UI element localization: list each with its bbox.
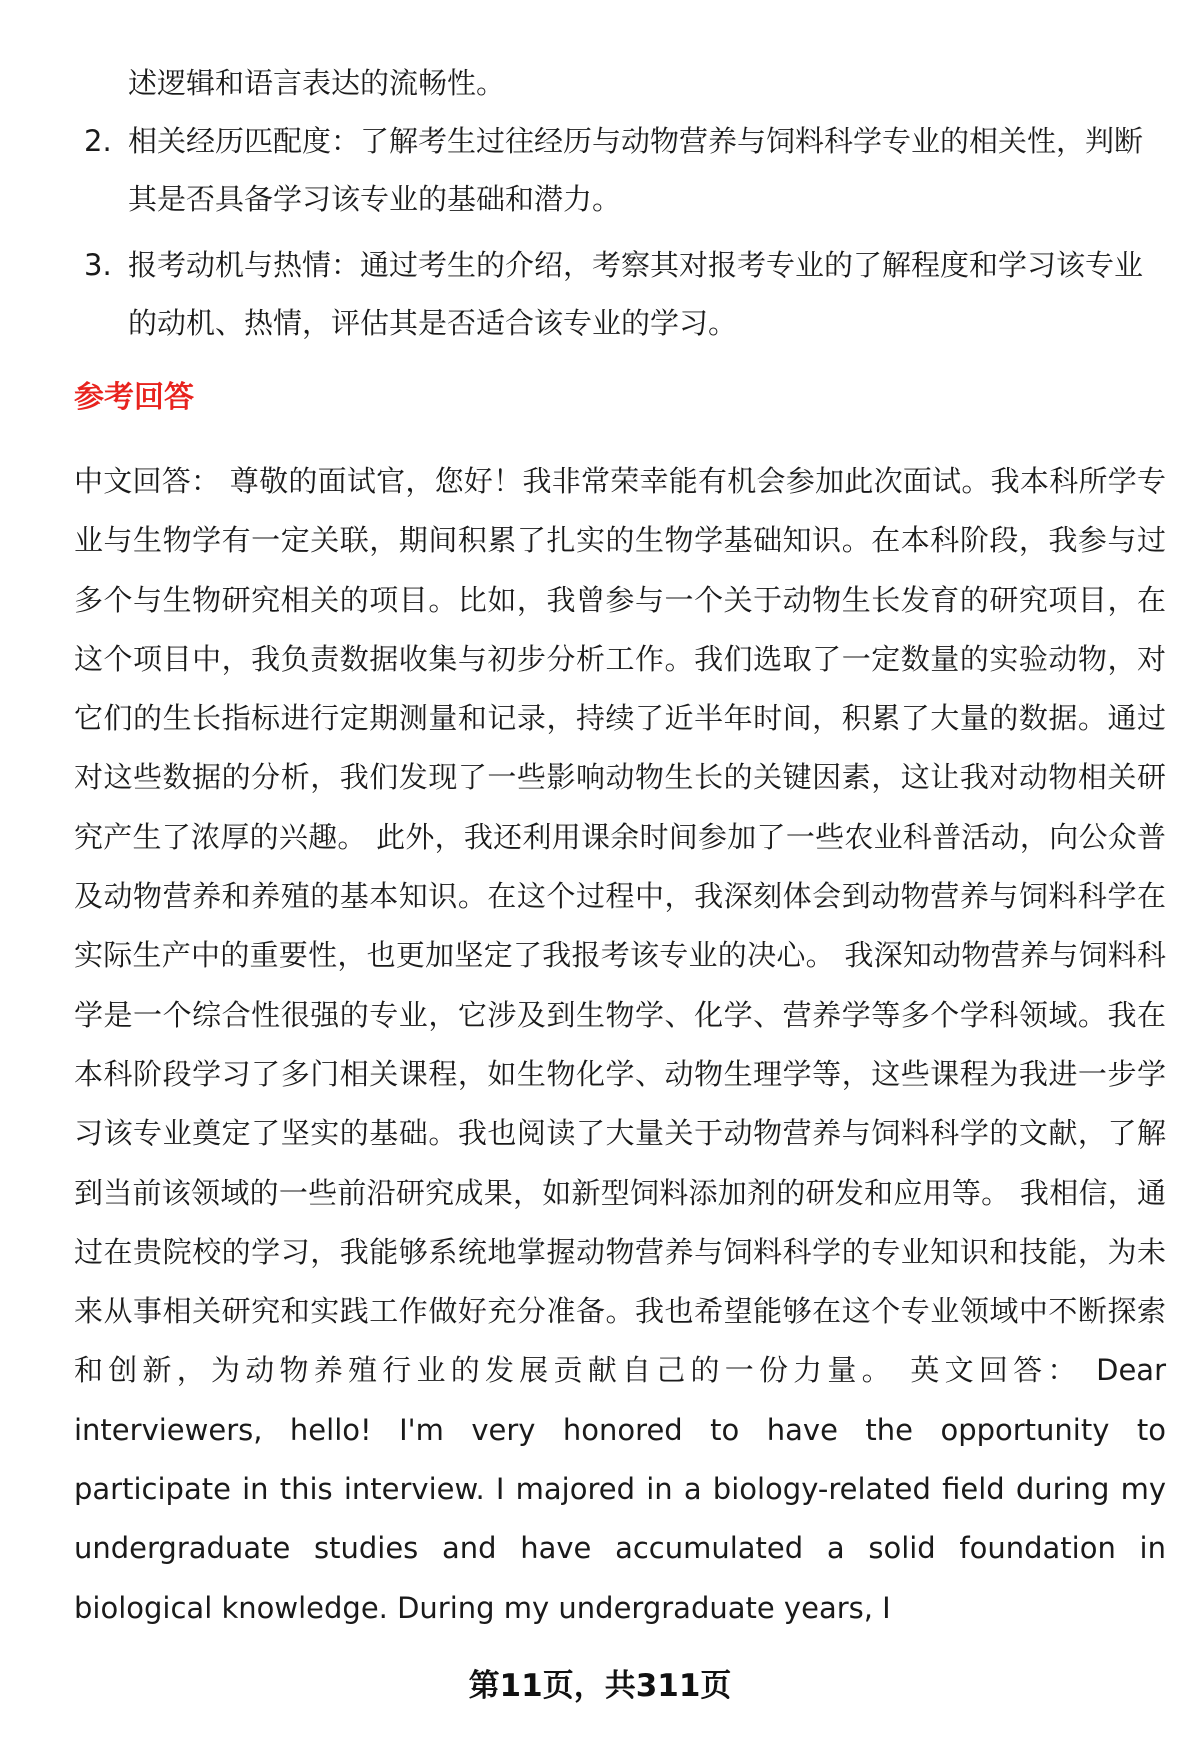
list-item-text: 相关经历匹配度：了解考生过往经历与动物营养与饲料科学专业的相关性，判断其是否具备学习该专业的基础和潜力。 — [128, 124, 1144, 216]
list-item — [0, 112, 1200, 236]
english-answer-text: Dear interviewers, hello! I'm very honored to have the opportunity to participate in this interview. I majored in a biology-related field during my undergraduate studies and have accumulated a solid foundation in biological knowledge. During my undergraduate years, I — [74, 1353, 1166, 1625]
evaluation-criteria-list — [0, 112, 1200, 360]
reference-answer-heading: 参考回答 — [74, 380, 194, 415]
list-item-number: 3. — [84, 248, 112, 282]
list-item-text: 报考动机与热情：通过考生的介绍，考察其对报考专业的了解程度和学习该专业的动机、热情，评估其是否适合该专业的学习。 — [128, 248, 1144, 340]
continued-criterion-text: 述逻辑和语言表达的流畅性。 — [128, 66, 506, 100]
reference-answer-body — [74, 452, 1166, 1638]
list-item — [0, 236, 1200, 360]
list-item-number: 2. — [84, 124, 112, 158]
english-answer-label: 英文回答： — [910, 1353, 1082, 1388]
page-number-footer: 第11页，共311页 — [468, 1668, 732, 1704]
chinese-answer-text: 中文回答： 尊敬的面试官，您好！我非常荣幸能有机会参加此次面试。我本科所学专业与生物学有一定关联，期间积累了扎实的生物学基础知识。在本科阶段，我参与过多个与生物研究相关的项目。比如，我曾参与一个关于动物生长发育的研究项目，在这个项目中，我负责数据收集与初步分析工作。我们选取了一定数量的实验动物，对它们的生长指标进行定期测量和记录，持续了近半年时间，积累了大量的数据。通过对这些数据的分析，我们发现了一些影响动物生长的关键因素，这让我对动物相关研究产生了浓厚的兴趣。 此外，我还利用课余时间参加了一些农业科普活动，向公众普及动物营养和养殖的基本知识。在这个过程中，我深刻体会到动物营养与饲料科学在实际生产中的重要性，也更加坚定了我报考该专业的决心。 我深知动物营养与饲料科学是一个综合性很强的专业，它涉及到生物学、化学、营养学等多个学科领域。我在本科阶段学习了多门相关课程，如生物化学、动物生理学等，这些课程为我进一步学习该专业奠定了坚实的基础。我也阅读了大量关于动物营养与饲料科学的文献，了解到当前该领域的一些前沿研究成果，如新型饲料添加剂的研发和应用等。 我相信，通过在贵院校的学习，我能够系统地掌握动物营养与饲料科学的专业知识和技能，为未来从事相关研究和实践工作做好充分准备。我也希望能够在这个专业领域中不断探索和创新，为动物养殖行业的发展贡献自己的一份力量。 — [74, 464, 1166, 1388]
